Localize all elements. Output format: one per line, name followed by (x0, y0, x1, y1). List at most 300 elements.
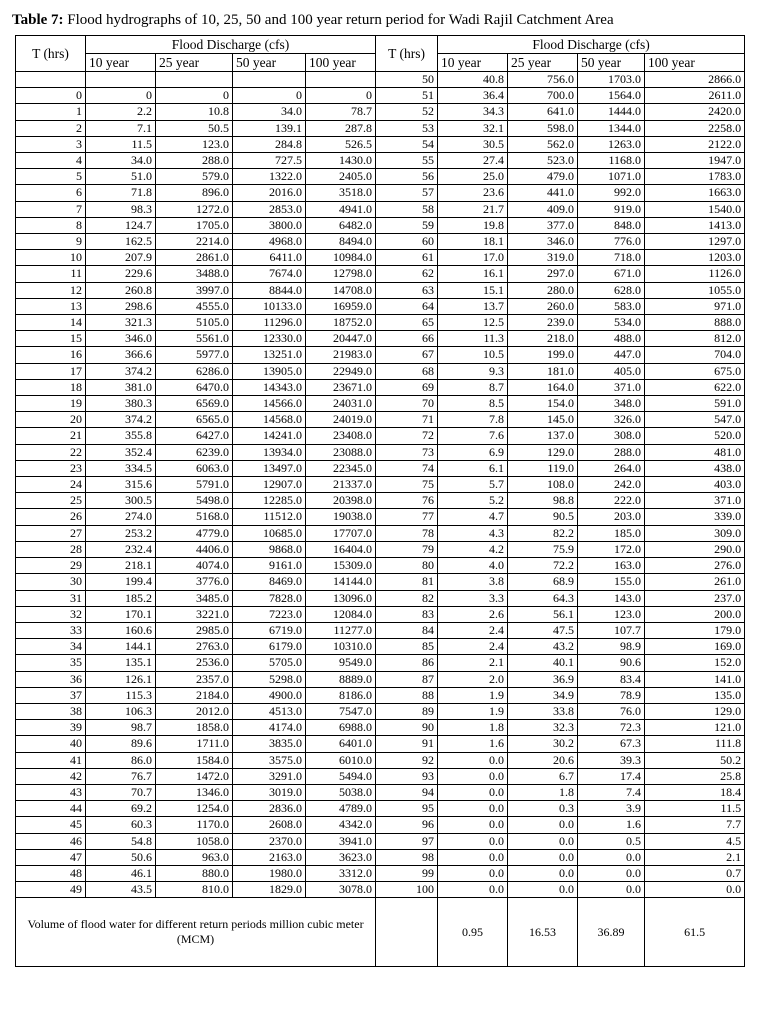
table-row (16, 671, 745, 687)
discharge-cell: 2.4 (438, 622, 508, 638)
empty-cell (233, 72, 306, 88)
time-cell: 49 (16, 882, 86, 898)
empty-cell (16, 72, 86, 88)
discharge-cell: 106.3 (86, 703, 156, 719)
discharge-cell: 4941.0 (306, 201, 376, 217)
discharge-cell: 438.0 (645, 460, 745, 476)
discharge-cell: 5561.0 (156, 331, 233, 347)
discharge-cell: 145.0 (508, 412, 578, 428)
table-row (16, 331, 745, 347)
discharge-cell: 2861.0 (156, 250, 233, 266)
time-cell: 41 (16, 752, 86, 768)
discharge-cell: 352.4 (86, 444, 156, 460)
discharge-cell: 377.0 (508, 217, 578, 233)
discharge-cell: 1126.0 (645, 266, 745, 282)
discharge-cell: 10984.0 (306, 250, 376, 266)
time-cell: 76 (376, 493, 438, 509)
discharge-cell: 27.4 (438, 153, 508, 169)
discharge-cell: 1263.0 (578, 136, 645, 152)
discharge-cell: 1703.0 (578, 72, 645, 88)
table-row (16, 217, 745, 233)
discharge-cell: 6.1 (438, 460, 508, 476)
discharge-cell: 185.0 (578, 525, 645, 541)
discharge-cell: 13934.0 (233, 444, 306, 460)
caption-label: Table 7: (12, 12, 64, 28)
discharge-cell: 162.5 (86, 234, 156, 250)
discharge-cell: 2536.0 (156, 655, 233, 671)
discharge-cell: 2.1 (645, 849, 745, 865)
discharge-cell: 34.3 (438, 104, 508, 120)
time-cell: 6 (16, 185, 86, 201)
discharge-cell: 0 (306, 88, 376, 104)
discharge-cell: 11.5 (86, 136, 156, 152)
time-cell: 55 (376, 153, 438, 169)
discharge-cell: 3221.0 (156, 606, 233, 622)
time-cell: 92 (376, 752, 438, 768)
discharge-cell: 10.8 (156, 104, 233, 120)
volume-100-year: 61.5 (645, 898, 745, 967)
volume-label: Volume of flood water for different return periods million cubic meter (MCM) (16, 898, 376, 967)
discharge-cell: 0.0 (438, 752, 508, 768)
discharge-cell: 155.0 (578, 574, 645, 590)
discharge-cell: 11.3 (438, 331, 508, 347)
discharge-cell: 200.0 (645, 606, 745, 622)
discharge-cell: 2122.0 (645, 136, 745, 152)
time-cell: 60 (376, 234, 438, 250)
discharge-cell: 7223.0 (233, 606, 306, 622)
discharge-cell: 21.7 (438, 201, 508, 217)
table-row (16, 298, 745, 314)
discharge-cell: 5.7 (438, 477, 508, 493)
time-cell: 40 (16, 736, 86, 752)
discharge-cell: 287.8 (306, 120, 376, 136)
discharge-cell: 290.0 (645, 541, 745, 557)
discharge-cell: 1168.0 (578, 153, 645, 169)
discharge-cell: 21983.0 (306, 347, 376, 363)
discharge-cell: 199.4 (86, 574, 156, 590)
discharge-cell: 3623.0 (306, 849, 376, 865)
discharge-cell: 628.0 (578, 282, 645, 298)
discharge-cell: 14343.0 (233, 379, 306, 395)
discharge-cell: 98.8 (508, 493, 578, 509)
discharge-cell: 119.0 (508, 460, 578, 476)
discharge-cell: 5105.0 (156, 315, 233, 331)
discharge-cell: 622.0 (645, 379, 745, 395)
time-cell: 35 (16, 655, 86, 671)
time-cell: 89 (376, 703, 438, 719)
discharge-cell: 71.8 (86, 185, 156, 201)
discharge-cell: 1947.0 (645, 153, 745, 169)
discharge-cell: 300.5 (86, 493, 156, 509)
discharge-cell: 6719.0 (233, 622, 306, 638)
discharge-cell: 380.3 (86, 396, 156, 412)
discharge-cell: 14241.0 (233, 428, 306, 444)
time-cell: 77 (376, 509, 438, 525)
discharge-cell: 12.5 (438, 315, 508, 331)
time-cell: 20 (16, 412, 86, 428)
time-cell: 51 (376, 88, 438, 104)
table-row (16, 817, 745, 833)
discharge-cell: 675.0 (645, 363, 745, 379)
discharge-cell: 2611.0 (645, 88, 745, 104)
discharge-cell: 1472.0 (156, 768, 233, 784)
time-cell: 95 (376, 801, 438, 817)
discharge-cell: 276.0 (645, 558, 745, 574)
discharge-cell: 6482.0 (306, 217, 376, 233)
discharge-cell: 0.0 (438, 784, 508, 800)
time-cell: 90 (376, 720, 438, 736)
discharge-cell: 12798.0 (306, 266, 376, 282)
discharge-cell: 56.1 (508, 606, 578, 622)
time-cell: 64 (376, 298, 438, 314)
discharge-cell: 812.0 (645, 331, 745, 347)
discharge-cell: 704.0 (645, 347, 745, 363)
discharge-cell: 46.1 (86, 865, 156, 881)
discharge-cell: 348.0 (578, 396, 645, 412)
time-cell: 46 (16, 833, 86, 849)
discharge-cell: 3518.0 (306, 185, 376, 201)
table-row (16, 509, 745, 525)
table-row (16, 865, 745, 881)
discharge-cell: 98.7 (86, 720, 156, 736)
table-row (16, 315, 745, 331)
discharge-cell: 7.7 (645, 817, 745, 833)
time-cell: 36 (16, 671, 86, 687)
discharge-cell: 0 (156, 88, 233, 104)
time-cell: 80 (376, 558, 438, 574)
discharge-cell: 0 (233, 88, 306, 104)
discharge-cell: 0.0 (578, 882, 645, 898)
discharge-cell: 137.0 (508, 428, 578, 444)
discharge-cell: 5168.0 (156, 509, 233, 525)
discharge-cell: 297.0 (508, 266, 578, 282)
discharge-cell: 0.0 (438, 801, 508, 817)
discharge-cell: 700.0 (508, 88, 578, 104)
header-flood-discharge-left: Flood Discharge (cfs) (86, 36, 376, 54)
header-25-year-right: 25 year (508, 54, 578, 72)
table-row (16, 136, 745, 152)
discharge-cell: 218.1 (86, 558, 156, 574)
discharge-cell: 22949.0 (306, 363, 376, 379)
discharge-cell: 222.0 (578, 493, 645, 509)
discharge-cell: 992.0 (578, 185, 645, 201)
time-cell: 99 (376, 865, 438, 881)
volume-10-year: 0.95 (438, 898, 508, 967)
discharge-cell: 355.8 (86, 428, 156, 444)
discharge-cell: 963.0 (156, 849, 233, 865)
table-row (16, 622, 745, 638)
discharge-cell: 6411.0 (233, 250, 306, 266)
discharge-cell: 641.0 (508, 104, 578, 120)
discharge-cell: 30.2 (508, 736, 578, 752)
discharge-cell: 6.7 (508, 768, 578, 784)
discharge-cell: 308.0 (578, 428, 645, 444)
discharge-cell: 78.9 (578, 687, 645, 703)
discharge-cell: 50.5 (156, 120, 233, 136)
discharge-cell: 598.0 (508, 120, 578, 136)
time-cell: 30 (16, 574, 86, 590)
discharge-cell: 0.0 (578, 865, 645, 881)
discharge-cell: 115.3 (86, 687, 156, 703)
discharge-cell: 123.0 (578, 606, 645, 622)
time-cell: 57 (376, 185, 438, 201)
time-cell: 59 (376, 217, 438, 233)
discharge-cell: 43.5 (86, 882, 156, 898)
discharge-cell: 20.6 (508, 752, 578, 768)
discharge-cell: 10.5 (438, 347, 508, 363)
discharge-cell: 374.2 (86, 412, 156, 428)
time-cell: 70 (376, 396, 438, 412)
discharge-cell: 123.0 (156, 136, 233, 152)
discharge-cell: 1413.0 (645, 217, 745, 233)
discharge-cell: 4789.0 (306, 801, 376, 817)
table-row (16, 801, 745, 817)
time-cell: 18 (16, 379, 86, 395)
discharge-cell: 108.0 (508, 477, 578, 493)
time-cell: 19 (16, 396, 86, 412)
time-cell: 74 (376, 460, 438, 476)
time-cell: 17 (16, 363, 86, 379)
header-10-year-left: 10 year (86, 54, 156, 72)
discharge-cell: 0.0 (508, 817, 578, 833)
discharge-cell: 13251.0 (233, 347, 306, 363)
time-cell: 67 (376, 347, 438, 363)
discharge-cell: 3.3 (438, 590, 508, 606)
discharge-cell: 334.5 (86, 460, 156, 476)
discharge-cell: 30.5 (438, 136, 508, 152)
discharge-cell: 154.0 (508, 396, 578, 412)
discharge-cell: 321.3 (86, 315, 156, 331)
discharge-cell: 4779.0 (156, 525, 233, 541)
table-row (16, 88, 745, 104)
time-cell: 62 (376, 266, 438, 282)
discharge-cell: 6063.0 (156, 460, 233, 476)
discharge-cell: 371.0 (578, 379, 645, 395)
discharge-cell: 5038.0 (306, 784, 376, 800)
discharge-cell: 5494.0 (306, 768, 376, 784)
discharge-cell: 47.5 (508, 622, 578, 638)
discharge-cell: 6010.0 (306, 752, 376, 768)
discharge-cell: 232.4 (86, 541, 156, 557)
discharge-cell: 17.4 (578, 768, 645, 784)
discharge-cell: 90.5 (508, 509, 578, 525)
discharge-cell: 1.9 (438, 703, 508, 719)
discharge-cell: 60.3 (86, 817, 156, 833)
discharge-cell: 4.3 (438, 525, 508, 541)
discharge-cell: 381.0 (86, 379, 156, 395)
discharge-cell: 20398.0 (306, 493, 376, 509)
discharge-cell: 2853.0 (233, 201, 306, 217)
discharge-cell: 24031.0 (306, 396, 376, 412)
table-row (16, 363, 745, 379)
discharge-cell: 3997.0 (156, 282, 233, 298)
discharge-cell: 1584.0 (156, 752, 233, 768)
discharge-cell: 4.7 (438, 509, 508, 525)
time-cell: 27 (16, 525, 86, 541)
discharge-cell: 7674.0 (233, 266, 306, 282)
discharge-cell: 34.0 (233, 104, 306, 120)
volume-25-year: 16.53 (508, 898, 578, 967)
discharge-cell: 1297.0 (645, 234, 745, 250)
time-cell: 5 (16, 169, 86, 185)
time-cell: 4 (16, 153, 86, 169)
discharge-cell: 2.6 (438, 606, 508, 622)
discharge-cell: 185.2 (86, 590, 156, 606)
discharge-cell: 18.1 (438, 234, 508, 250)
table-row (16, 833, 745, 849)
discharge-cell: 12907.0 (233, 477, 306, 493)
time-cell: 88 (376, 687, 438, 703)
discharge-cell: 12285.0 (233, 493, 306, 509)
table-row (16, 266, 745, 282)
discharge-cell: 40.8 (438, 72, 508, 88)
discharge-cell: 374.2 (86, 363, 156, 379)
discharge-cell: 72.2 (508, 558, 578, 574)
discharge-cell: 5298.0 (233, 671, 306, 687)
time-cell: 85 (376, 639, 438, 655)
discharge-cell: 9.3 (438, 363, 508, 379)
flood-hydrograph-table (15, 35, 745, 967)
discharge-cell: 810.0 (156, 882, 233, 898)
table-row (16, 72, 745, 88)
discharge-cell: 32.1 (438, 120, 508, 136)
discharge-cell: 1071.0 (578, 169, 645, 185)
discharge-cell: 141.0 (645, 671, 745, 687)
discharge-cell: 129.0 (645, 703, 745, 719)
time-cell: 97 (376, 833, 438, 849)
discharge-cell: 4074.0 (156, 558, 233, 574)
discharge-cell: 1055.0 (645, 282, 745, 298)
discharge-cell: 3941.0 (306, 833, 376, 849)
discharge-cell: 727.5 (233, 153, 306, 169)
discharge-cell: 10310.0 (306, 639, 376, 655)
discharge-cell: 1.6 (438, 736, 508, 752)
time-cell: 9 (16, 234, 86, 250)
discharge-cell: 3019.0 (233, 784, 306, 800)
discharge-cell: 6988.0 (306, 720, 376, 736)
discharge-cell: 19.8 (438, 217, 508, 233)
discharge-cell: 2836.0 (233, 801, 306, 817)
time-cell: 14 (16, 315, 86, 331)
discharge-cell: 13497.0 (233, 460, 306, 476)
discharge-cell: 1.6 (578, 817, 645, 833)
time-cell: 13 (16, 298, 86, 314)
discharge-cell: 2012.0 (156, 703, 233, 719)
table-row (16, 201, 745, 217)
time-cell: 29 (16, 558, 86, 574)
discharge-cell: 0.0 (438, 849, 508, 865)
table-row (16, 428, 745, 444)
time-cell: 23 (16, 460, 86, 476)
table-row (16, 347, 745, 363)
discharge-cell: 6286.0 (156, 363, 233, 379)
time-cell: 86 (376, 655, 438, 671)
discharge-cell: 583.0 (578, 298, 645, 314)
discharge-cell: 1.8 (438, 720, 508, 736)
discharge-cell: 3575.0 (233, 752, 306, 768)
discharge-cell: 16404.0 (306, 541, 376, 557)
discharge-cell: 1346.0 (156, 784, 233, 800)
discharge-cell: 8.7 (438, 379, 508, 395)
discharge-cell: 13905.0 (233, 363, 306, 379)
discharge-cell: 0.3 (508, 801, 578, 817)
table-row (16, 768, 745, 784)
discharge-cell: 366.6 (86, 347, 156, 363)
table-row (16, 525, 745, 541)
discharge-cell: 135.0 (645, 687, 745, 703)
discharge-cell: 3.9 (578, 801, 645, 817)
time-cell: 43 (16, 784, 86, 800)
discharge-cell: 441.0 (508, 185, 578, 201)
discharge-cell: 33.8 (508, 703, 578, 719)
discharge-cell: 34.0 (86, 153, 156, 169)
time-cell: 65 (376, 315, 438, 331)
discharge-cell: 339.0 (645, 509, 745, 525)
discharge-cell: 2370.0 (233, 833, 306, 849)
discharge-cell: 1829.0 (233, 882, 306, 898)
discharge-cell: 2.1 (438, 655, 508, 671)
discharge-cell: 848.0 (578, 217, 645, 233)
discharge-cell: 1444.0 (578, 104, 645, 120)
discharge-cell: 315.6 (86, 477, 156, 493)
time-cell: 16 (16, 347, 86, 363)
time-cell: 12 (16, 282, 86, 298)
time-cell: 82 (376, 590, 438, 606)
discharge-cell: 0.0 (508, 833, 578, 849)
discharge-cell: 139.1 (233, 120, 306, 136)
discharge-cell: 239.0 (508, 315, 578, 331)
discharge-cell: 76.0 (578, 703, 645, 719)
discharge-cell: 2163.0 (233, 849, 306, 865)
discharge-cell: 22345.0 (306, 460, 376, 476)
discharge-cell: 86.0 (86, 752, 156, 768)
discharge-cell: 5705.0 (233, 655, 306, 671)
table-row (16, 849, 745, 865)
time-cell: 68 (376, 363, 438, 379)
discharge-cell: 591.0 (645, 396, 745, 412)
discharge-cell: 237.0 (645, 590, 745, 606)
time-cell: 54 (376, 136, 438, 152)
time-cell: 81 (376, 574, 438, 590)
discharge-cell: 11.5 (645, 801, 745, 817)
discharge-cell: 76.7 (86, 768, 156, 784)
discharge-cell: 7.6 (438, 428, 508, 444)
discharge-cell: 126.1 (86, 671, 156, 687)
discharge-cell: 8186.0 (306, 687, 376, 703)
discharge-cell: 319.0 (508, 250, 578, 266)
header-50-year-left: 50 year (233, 54, 306, 72)
discharge-cell: 2357.0 (156, 671, 233, 687)
discharge-cell: 2214.0 (156, 234, 233, 250)
discharge-cell: 880.0 (156, 865, 233, 881)
discharge-cell: 64.3 (508, 590, 578, 606)
discharge-cell: 10133.0 (233, 298, 306, 314)
discharge-cell: 54.8 (86, 833, 156, 849)
discharge-cell: 6401.0 (306, 736, 376, 752)
discharge-cell: 7547.0 (306, 703, 376, 719)
discharge-cell: 526.5 (306, 136, 376, 152)
discharge-cell: 4555.0 (156, 298, 233, 314)
table-row (16, 153, 745, 169)
discharge-cell: 12330.0 (233, 331, 306, 347)
discharge-cell: 9549.0 (306, 655, 376, 671)
discharge-cell: 264.0 (578, 460, 645, 476)
discharge-cell: 39.3 (578, 752, 645, 768)
table-row (16, 687, 745, 703)
header-50-year-right: 50 year (578, 54, 645, 72)
time-cell: 24 (16, 477, 86, 493)
discharge-cell: 1783.0 (645, 169, 745, 185)
